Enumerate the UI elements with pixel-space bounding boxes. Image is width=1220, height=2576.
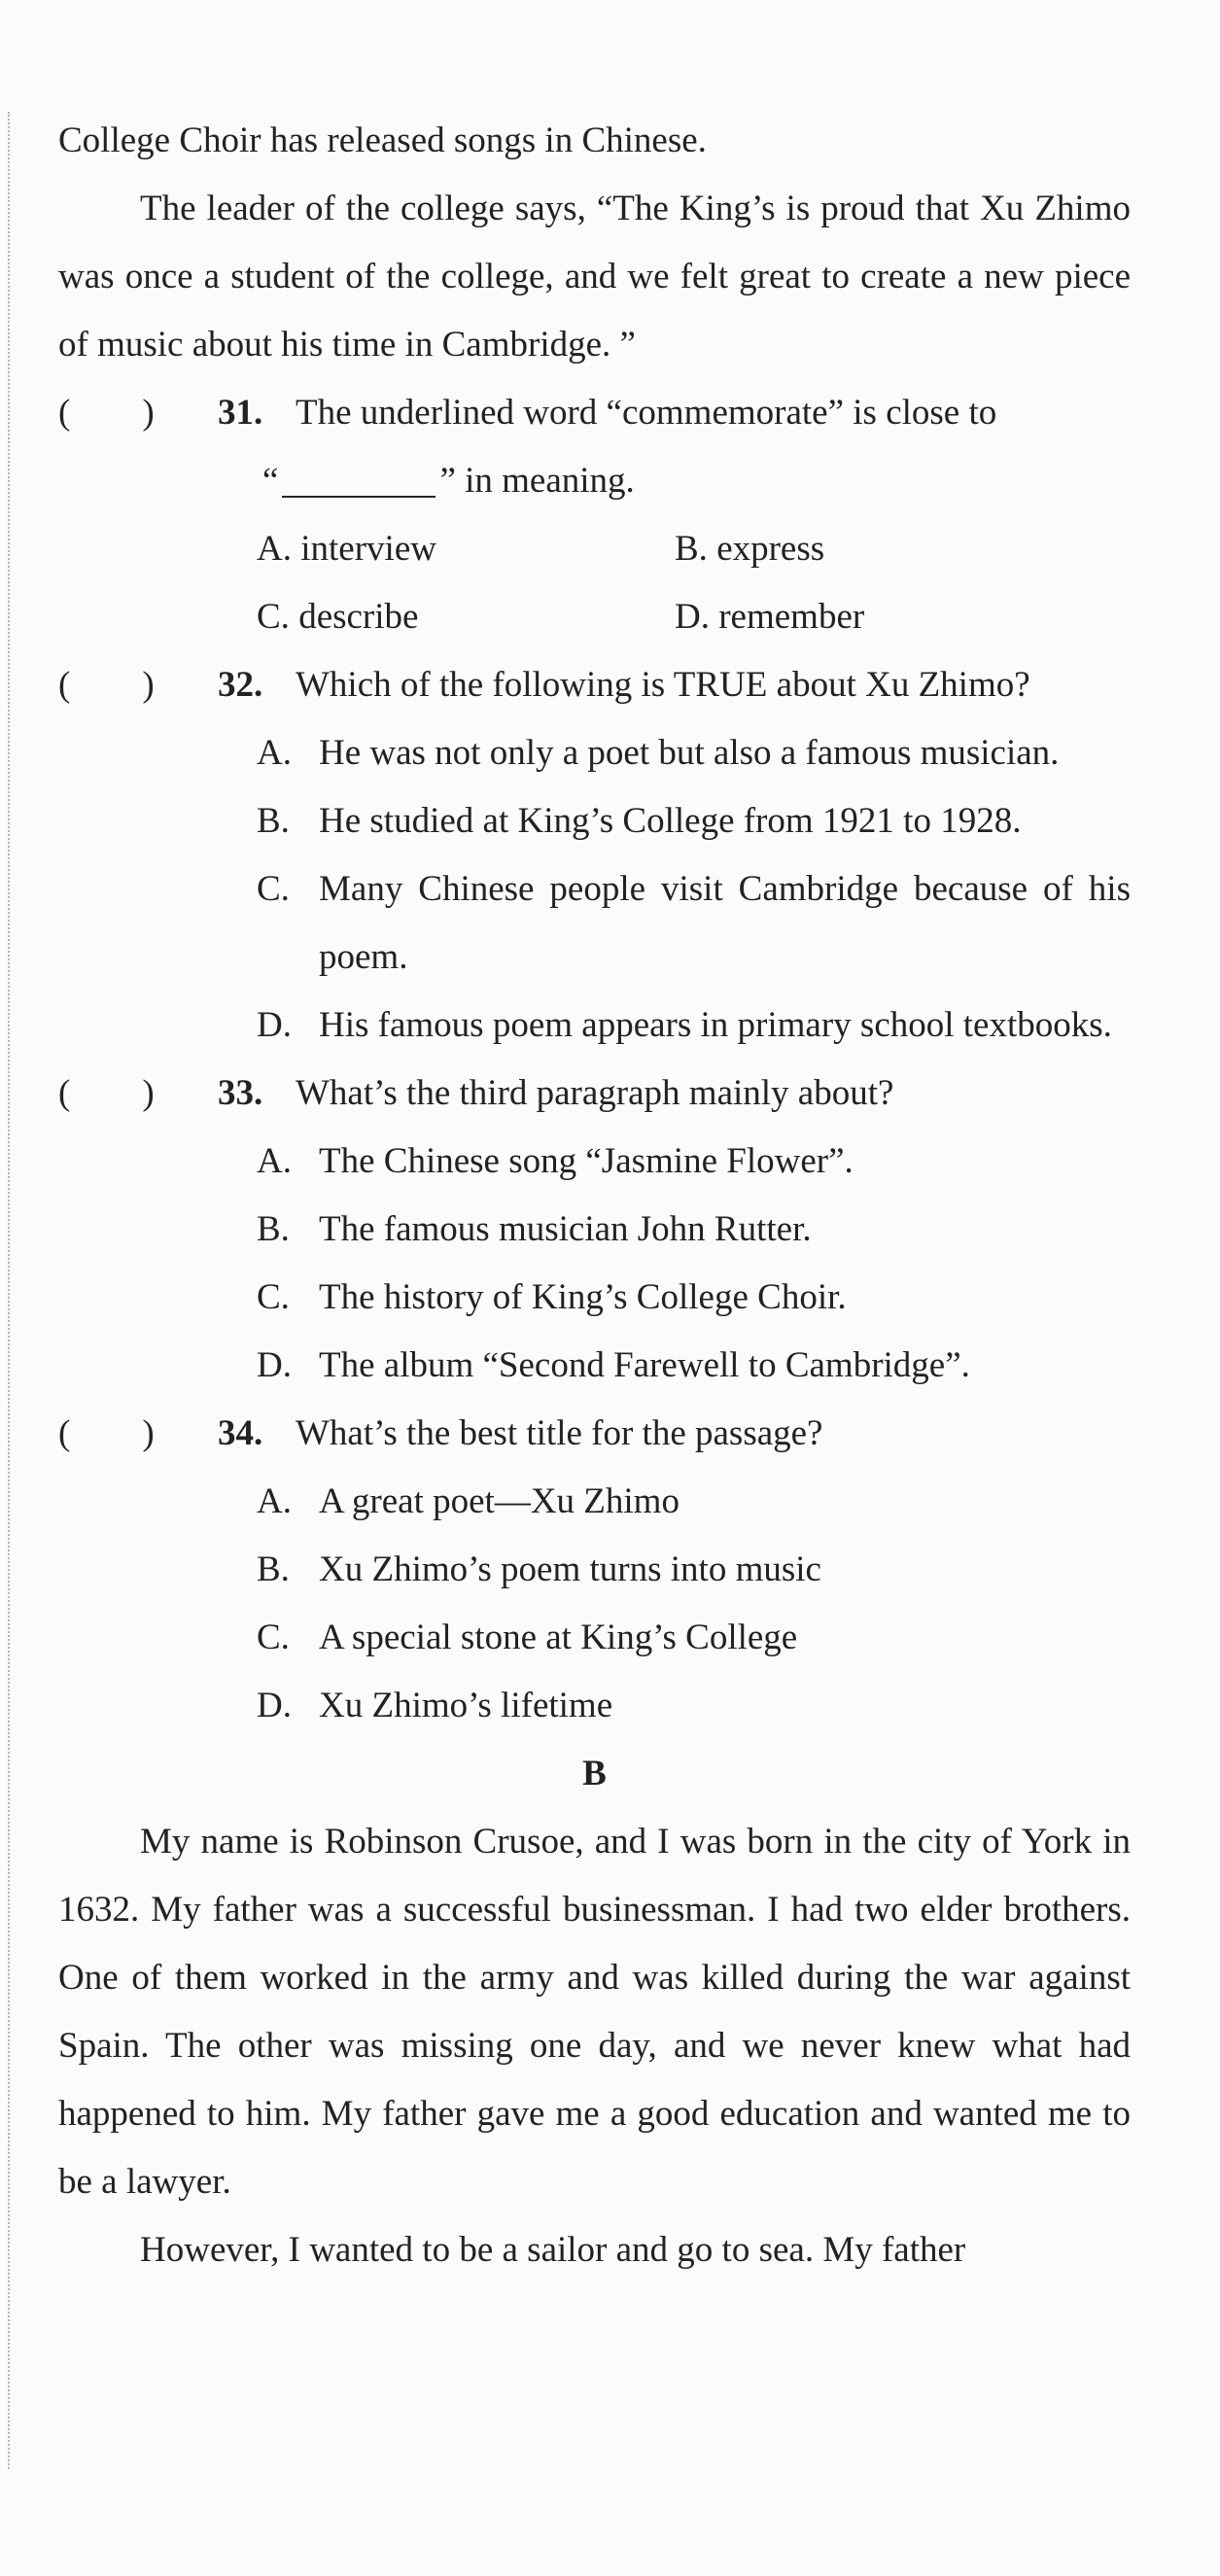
question-stem-continued — [58, 447, 1131, 515]
question-33 — [58, 1060, 1131, 1400]
option-a: A. interview — [257, 529, 436, 569]
option-c: C. The history of King’s College Choir. — [257, 1277, 847, 1317]
answer-bracket[interactable]: ( ) — [58, 665, 155, 705]
option-a: A. He was not only a poet but also a famous musician. — [257, 733, 1060, 773]
options — [58, 719, 1131, 1060]
passage-a-paragraph-end: College Choir has released songs in Chinese. — [58, 121, 707, 160]
fill-blank — [282, 495, 436, 498]
open-quote: “ — [262, 461, 279, 501]
question-stem: The underlined word “commemorate” is close to — [296, 393, 997, 433]
section-heading-b: B — [582, 1754, 607, 1793]
option-b: B. Xu Zhimo’s poem turns into music — [257, 1549, 821, 1589]
question-34 — [58, 1400, 1131, 1740]
worksheet-page — [58, 107, 1131, 2284]
question-31 — [58, 379, 1131, 651]
question-stem: What’s the best title for the passage? — [296, 1413, 823, 1453]
option-c: C. describe — [257, 597, 419, 637]
options — [58, 1468, 1131, 1740]
answer-bracket[interactable]: ( ) — [58, 1073, 155, 1113]
question-number: 34. — [218, 1413, 263, 1453]
question-32 — [58, 651, 1131, 1060]
passage-a-leader-paragraph: The leader of the college says, “The King’s is proud that Xu Zhimo was once a student of the college, and we felt great to create a new piece of music about his time in Cambridge. ” — [58, 189, 1131, 365]
question-number: 31. — [218, 393, 263, 433]
option-b: B. He studied at King’s College from 1921 to 1928. — [257, 801, 1022, 841]
stem-tail: ” in meaning. — [439, 461, 635, 501]
question-stem: What’s the third paragraph mainly about? — [296, 1073, 894, 1113]
option-d: D. Xu Zhimo’s lifetime — [257, 1686, 613, 1725]
option-d: D. His famous poem appears in primary school textbooks. — [257, 1005, 1112, 1045]
option-a: A. The Chinese song “Jasmine Flower”. — [257, 1141, 854, 1181]
option-d: D. remember — [675, 597, 865, 637]
question-number: 33. — [218, 1073, 263, 1113]
question-stem: Which of the following is TRUE about Xu Zhimo? — [296, 665, 1030, 705]
options — [58, 1128, 1131, 1400]
options — [58, 515, 1131, 651]
answer-bracket[interactable]: ( ) — [58, 1413, 155, 1453]
answer-bracket[interactable]: ( ) — [58, 393, 155, 433]
option-b: B. express — [675, 529, 825, 569]
option-d: D. The album “Second Farewell to Cambridge”. — [257, 1345, 970, 1385]
binding-dotted-line — [8, 112, 10, 2469]
passage-b-paragraph-2: However, I wanted to be a sailor and go to sea. My father — [140, 2230, 966, 2270]
passage-b-paragraph-1: My name is Robinson Crusoe, and I was born in the city of York in 1632. My father was a successful businessman. I had two elder brothers. One of them worked in the army and was killed during the war against Spain. The other was missing one day, and we never knew what had happened to him. My father gave me a good education and wanted me to be a lawyer. — [58, 1822, 1131, 2202]
option-a: A. A great poet—Xu Zhimo — [257, 1481, 680, 1521]
question-number: 32. — [218, 665, 263, 705]
option-c: C. A special stone at King’s College — [257, 1618, 798, 1657]
option-b: B. The famous musician John Rutter. — [257, 1209, 812, 1249]
option-c: C. Many Chinese people visit Cambridge because of his poem. — [257, 869, 1131, 977]
